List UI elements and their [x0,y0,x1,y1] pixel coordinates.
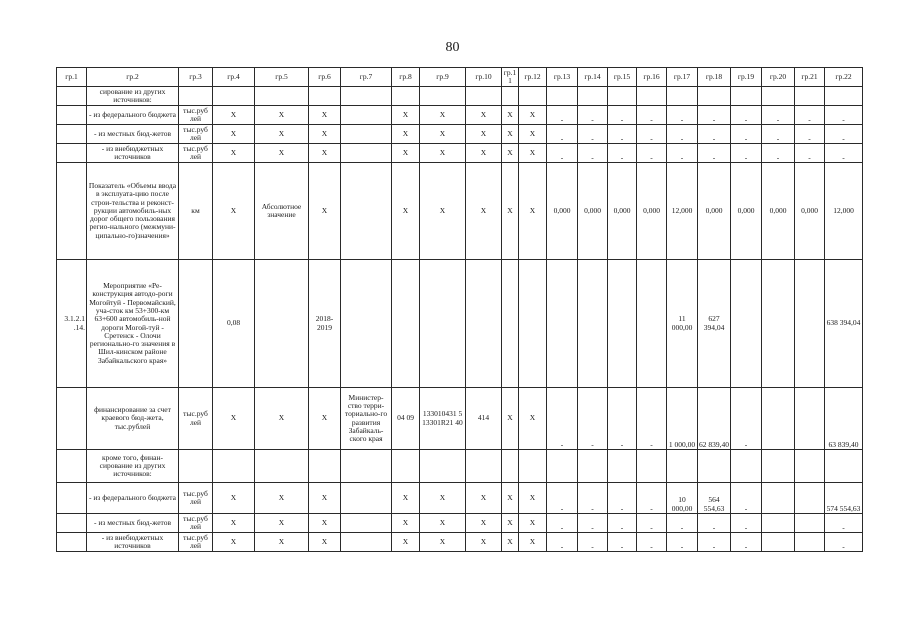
header-cell-3: гр.3 [179,68,213,87]
cell-r6-c21 [795,260,825,388]
cell-r10-c5: Х [255,514,309,533]
cell-r2-c2: - из федерального бюджета [87,106,179,125]
cell-r1-c6 [309,87,341,106]
cell-r2-c11: Х [502,106,519,125]
cell-r5-c6: Х [309,163,341,260]
cell-r8-c21 [795,450,825,483]
header-cell-8: гр.8 [392,68,420,87]
cell-r3-c13: - [547,125,578,144]
cell-r7-c3: тыс.руб лей [179,388,213,450]
cell-r8-c2: кроме того, финан-сирование из других источников: [87,450,179,483]
cell-r6-c9 [420,260,466,388]
cell-r5-c7 [341,163,392,260]
cell-r1-c12 [519,87,547,106]
header-cell-2: гр.2 [87,68,179,87]
cell-r11-c7 [341,533,392,552]
cell-r8-c18 [698,450,731,483]
header-cell-21: гр.21 [795,68,825,87]
cell-r6-c12 [519,260,547,388]
cell-r9-c8: Х [392,483,420,514]
cell-r5-c2: Показатель «Объемы ввода в эксплуата-цию после строи-тельства и реконст-рукции автомобиль-ных дорог общего пользования регио-нального (межмуни-ципально-го)значения» [87,163,179,260]
cell-r7-c12: Х [519,388,547,450]
cell-r4-c17: - [667,144,698,163]
cell-r11-c11: Х [502,533,519,552]
cell-r5-c15: 0,000 [608,163,637,260]
cell-r9-c6: Х [309,483,341,514]
cell-r5-c22: 12,000 [825,163,863,260]
cell-r4-c7 [341,144,392,163]
cell-r11-c5: Х [255,533,309,552]
cell-r5-c14: 0,000 [578,163,608,260]
cell-r6-c7 [341,260,392,388]
cell-r5-c1 [57,163,87,260]
cell-r1-c13 [547,87,578,106]
header-cell-4: гр.4 [213,68,255,87]
cell-r5-c4: Х [213,163,255,260]
cell-r2-c10: Х [466,106,502,125]
cell-r10-c6: Х [309,514,341,533]
cell-r6-c3 [179,260,213,388]
cell-r2-c17: - [667,106,698,125]
cell-r8-c20 [762,450,795,483]
cell-r4-c11: Х [502,144,519,163]
cell-r1-c1 [57,87,87,106]
cell-r2-c15: - [608,106,637,125]
cell-r5-c9: Х [420,163,466,260]
cell-r3-c2: - из местных бюд-жетов [87,125,179,144]
cell-r8-c5 [255,450,309,483]
cell-r8-c7 [341,450,392,483]
cell-r3-c3: тыс.руб лей [179,125,213,144]
cell-r10-c7 [341,514,392,533]
cell-r1-c11 [502,87,519,106]
cell-r2-c6: Х [309,106,341,125]
cell-r4-c12: Х [519,144,547,163]
cell-r8-c19 [731,450,762,483]
cell-r11-c19: - [731,533,762,552]
cell-r9-c12: Х [519,483,547,514]
cell-r7-c5: Х [255,388,309,450]
cell-r10-c1 [57,514,87,533]
cell-r9-c13: - [547,483,578,514]
cell-r4-c2: - из внебюджетных источников [87,144,179,163]
cell-r8-c17 [667,450,698,483]
cell-r1-c9 [420,87,466,106]
cell-r11-c18: - [698,533,731,552]
cell-r4-c20: - [762,144,795,163]
table-row [57,533,863,552]
cell-r11-c6: Х [309,533,341,552]
cell-r7-c17: 1 000,00 [667,388,698,450]
cell-r9-c18: 564 554,63 [698,483,731,514]
cell-r8-c1 [57,450,87,483]
cell-r4-c1 [57,144,87,163]
cell-r3-c6: Х [309,125,341,144]
cell-r6-c14 [578,260,608,388]
header-cell-20: гр.20 [762,68,795,87]
cell-r1-c20 [762,87,795,106]
cell-r7-c21 [795,388,825,450]
cell-r5-c16: 0,000 [637,163,667,260]
cell-r6-c6: 2018-2019 [309,260,341,388]
cell-r8-c11 [502,450,519,483]
cell-r4-c5: Х [255,144,309,163]
header-cell-7: гр.7 [341,68,392,87]
cell-r2-c20: - [762,106,795,125]
cell-r6-c15 [608,260,637,388]
cell-r2-c13: - [547,106,578,125]
header-cell-22: гр.22 [825,68,863,87]
cell-r10-c17: - [667,514,698,533]
cell-r11-c3: тыс.руб лей [179,533,213,552]
cell-r7-c6: Х [309,388,341,450]
cell-r3-c8: Х [392,125,420,144]
cell-r9-c9: Х [420,483,466,514]
cell-r10-c14: - [578,514,608,533]
cell-r6-c19 [731,260,762,388]
cell-r11-c12: Х [519,533,547,552]
cell-r1-c10 [466,87,502,106]
cell-r11-c21 [795,533,825,552]
cell-r2-c5: Х [255,106,309,125]
cell-r1-c2: сирование из других источников: [87,87,179,106]
cell-r5-c13: 0,000 [547,163,578,260]
cell-r6-c2: Мероприятие «Ре-конструкция автодо-роги Могойтуй - Первомайский, уча-сток км 53+300-км 63+600 автомобиль-ной дороги Могой-туй - Сретенск - Олочи регионально-го значения в Шил-кинском районе Забайкальского края» [87,260,179,388]
cell-r9-c10: Х [466,483,502,514]
cell-r7-c8: 04 09 [392,388,420,450]
cell-r5-c20: 0,000 [762,163,795,260]
cell-r1-c7 [341,87,392,106]
cell-r3-c12: Х [519,125,547,144]
cell-r7-c19: - [731,388,762,450]
cell-r3-c21: - [795,125,825,144]
cell-r2-c9: Х [420,106,466,125]
cell-r10-c16: - [637,514,667,533]
cell-r4-c15: - [608,144,637,163]
cell-r2-c16: - [637,106,667,125]
header-cell-18: гр.18 [698,68,731,87]
cell-r9-c2: - из федерального бюджета [87,483,179,514]
header-cell-11: гр.1 1 [502,68,519,87]
cell-r5-c17: 12,000 [667,163,698,260]
cell-r7-c4: Х [213,388,255,450]
cell-r3-c10: Х [466,125,502,144]
cell-r7-c1 [57,388,87,450]
cell-r5-c11: Х [502,163,519,260]
cell-r9-c3: тыс.руб лей [179,483,213,514]
cell-r1-c22 [825,87,863,106]
cell-r6-c18: 627 394,04 [698,260,731,388]
cell-r1-c3 [179,87,213,106]
cell-r2-c12: Х [519,106,547,125]
cell-r9-c5: Х [255,483,309,514]
cell-r6-c17: 11 000,00 [667,260,698,388]
cell-r3-c15: - [608,125,637,144]
header-cell-14: гр.14 [578,68,608,87]
cell-r2-c18: - [698,106,731,125]
cell-r2-c21: - [795,106,825,125]
cell-r1-c8 [392,87,420,106]
cell-r11-c16: - [637,533,667,552]
cell-r5-c19: 0,000 [731,163,762,260]
cell-r4-c14: - [578,144,608,163]
cell-r2-c19: - [731,106,762,125]
table-row [57,483,863,514]
cell-r3-c18: - [698,125,731,144]
cell-r7-c18: 62 839,40 [698,388,731,450]
cell-r10-c2: - из местных бюд-жетов [87,514,179,533]
cell-r11-c4: Х [213,533,255,552]
cell-r7-c11: Х [502,388,519,450]
cell-r7-c16: - [637,388,667,450]
cell-r7-c22: 63 839,40 [825,388,863,450]
cell-r10-c13: - [547,514,578,533]
cell-r8-c10 [466,450,502,483]
cell-r2-c1 [57,106,87,125]
cell-r3-c20: - [762,125,795,144]
cell-r9-c19: - [731,483,762,514]
cell-r8-c12 [519,450,547,483]
cell-r9-c17: 10 000,00 [667,483,698,514]
cell-r8-c4 [213,450,255,483]
cell-r5-c12: Х [519,163,547,260]
cell-r9-c16: - [637,483,667,514]
cell-r3-c17: - [667,125,698,144]
cell-r6-c8 [392,260,420,388]
cell-r1-c4 [213,87,255,106]
cell-r3-c19: - [731,125,762,144]
table-row [57,260,863,388]
cell-r4-c13: - [547,144,578,163]
cell-r7-c20 [762,388,795,450]
cell-r5-c8: Х [392,163,420,260]
cell-r1-c21 [795,87,825,106]
cell-r4-c4: Х [213,144,255,163]
table-row [57,144,863,163]
cell-r8-c16 [637,450,667,483]
cell-r4-c6: Х [309,144,341,163]
page-number: 80 [445,40,460,55]
cell-r11-c17: - [667,533,698,552]
cell-r10-c22: - [825,514,863,533]
cell-r9-c21 [795,483,825,514]
cell-r9-c14: - [578,483,608,514]
cell-r5-c10: Х [466,163,502,260]
cell-r2-c14: - [578,106,608,125]
table-row [57,87,863,106]
cell-r8-c8 [392,450,420,483]
cell-r11-c22: - [825,533,863,552]
cell-r7-c9: 133010431 5 13301R21 40 [420,388,466,450]
cell-r6-c20 [762,260,795,388]
cell-r1-c19 [731,87,762,106]
cell-r1-c17 [667,87,698,106]
budget-table [56,67,863,552]
table-row [57,106,863,125]
cell-r7-c14: - [578,388,608,450]
cell-r9-c15: - [608,483,637,514]
cell-r11-c2: - из внебюджетных источников [87,533,179,552]
cell-r7-c2: финансирование за счет краевого бюд-жета, тыс.рублей [87,388,179,450]
cell-r2-c4: Х [213,106,255,125]
cell-r8-c3 [179,450,213,483]
header-cell-15: гр.15 [608,68,637,87]
cell-r8-c9 [420,450,466,483]
cell-r10-c18: - [698,514,731,533]
cell-r11-c8: Х [392,533,420,552]
header-cell-17: гр.17 [667,68,698,87]
cell-r6-c4: 0,08 [213,260,255,388]
cell-r3-c11: Х [502,125,519,144]
cell-r5-c18: 0,000 [698,163,731,260]
cell-r3-c16: - [637,125,667,144]
cell-r10-c21 [795,514,825,533]
cell-r11-c14: - [578,533,608,552]
header-cell-16: гр.16 [637,68,667,87]
cell-r10-c15: - [608,514,637,533]
cell-r9-c1 [57,483,87,514]
cell-r7-c10: 414 [466,388,502,450]
table-row [57,514,863,533]
header-cell-9: гр.9 [420,68,466,87]
cell-r5-c3: км [179,163,213,260]
cell-r9-c22: 574 554,63 [825,483,863,514]
cell-r11-c20 [762,533,795,552]
table-row [57,450,863,483]
cell-r6-c11 [502,260,519,388]
cell-r3-c14: - [578,125,608,144]
cell-r6-c13 [547,260,578,388]
cell-r1-c14 [578,87,608,106]
cell-r3-c7 [341,125,392,144]
cell-r4-c3: тыс.руб лей [179,144,213,163]
cell-r11-c1 [57,533,87,552]
cell-r8-c13 [547,450,578,483]
cell-r9-c4: Х [213,483,255,514]
cell-r1-c15 [608,87,637,106]
cell-r7-c13: - [547,388,578,450]
cell-r2-c3: тыс.руб лей [179,106,213,125]
cell-r4-c18: - [698,144,731,163]
cell-r10-c11: Х [502,514,519,533]
cell-r10-c12: Х [519,514,547,533]
cell-r9-c11: Х [502,483,519,514]
header-cell-1: гр.1 [57,68,87,87]
table-row [57,388,863,450]
table-row [57,125,863,144]
cell-r11-c13: - [547,533,578,552]
cell-r10-c8: Х [392,514,420,533]
table-row [57,163,863,260]
header-cell-13: гр.13 [547,68,578,87]
cell-r6-c10 [466,260,502,388]
header-cell-12: гр.12 [519,68,547,87]
cell-r6-c16 [637,260,667,388]
cell-r5-c21: 0,000 [795,163,825,260]
cell-r7-c15: - [608,388,637,450]
cell-r4-c8: Х [392,144,420,163]
cell-r2-c22: - [825,106,863,125]
cell-r4-c22: - [825,144,863,163]
cell-r3-c9: Х [420,125,466,144]
cell-r4-c21: - [795,144,825,163]
header-cell-6: гр.6 [309,68,341,87]
cell-r3-c5: Х [255,125,309,144]
cell-r2-c8: Х [392,106,420,125]
cell-r3-c4: Х [213,125,255,144]
cell-r8-c14 [578,450,608,483]
cell-r5-c5: Абсолютное значение [255,163,309,260]
cell-r9-c7 [341,483,392,514]
cell-r10-c3: тыс.руб лей [179,514,213,533]
cell-r6-c1: 3.1.2.1 .14. [57,260,87,388]
cell-r8-c6 [309,450,341,483]
cell-r6-c5 [255,260,309,388]
header-cell-10: гр.10 [466,68,502,87]
header-row [57,68,863,87]
cell-r4-c19: - [731,144,762,163]
cell-r11-c15: - [608,533,637,552]
cell-r1-c16 [637,87,667,106]
header-cell-5: гр.5 [255,68,309,87]
cell-r10-c4: Х [213,514,255,533]
cell-r10-c9: Х [420,514,466,533]
cell-r2-c7 [341,106,392,125]
cell-r11-c10: Х [466,533,502,552]
cell-r4-c16: - [637,144,667,163]
cell-r4-c10: Х [466,144,502,163]
cell-r10-c19: - [731,514,762,533]
cell-r6-c22: 638 394,04 [825,260,863,388]
cell-r7-c7: Министер-ство терри-ториально-го развития Забайкаль-ского края [341,388,392,450]
cell-r10-c20 [762,514,795,533]
cell-r1-c18 [698,87,731,106]
cell-r8-c15 [608,450,637,483]
cell-r3-c22: - [825,125,863,144]
cell-r3-c1 [57,125,87,144]
header-cell-19: гр.19 [731,68,762,87]
cell-r1-c5 [255,87,309,106]
cell-r9-c20 [762,483,795,514]
cell-r11-c9: Х [420,533,466,552]
cell-r10-c10: Х [466,514,502,533]
cell-r8-c22 [825,450,863,483]
cell-r4-c9: Х [420,144,466,163]
